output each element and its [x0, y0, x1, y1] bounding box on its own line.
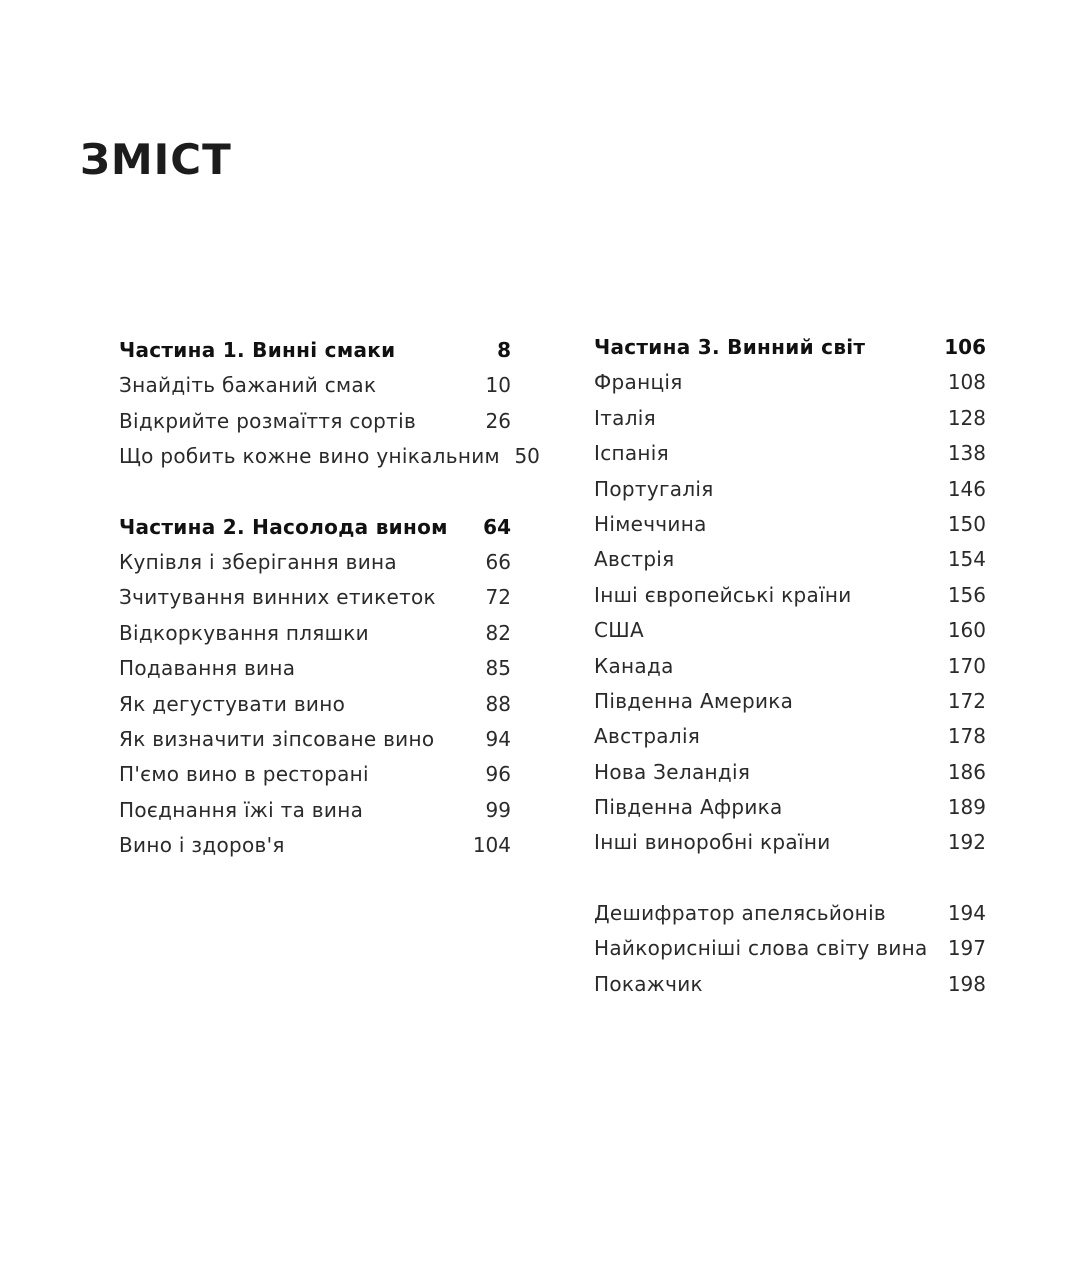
toc-page-number: 26: [485, 408, 511, 433]
toc-page-number: 64: [483, 514, 511, 539]
toc-entry[interactable]: [119, 757, 511, 792]
toc-entry[interactable]: [119, 687, 511, 722]
toc-page-number: 128: [947, 405, 986, 430]
toc-entry[interactable]: [119, 722, 511, 757]
toc-entry[interactable]: [594, 755, 986, 790]
toc-section: [119, 510, 511, 864]
toc-part-title: Частина 3. Винний світ: [594, 335, 866, 359]
toc-part-heading[interactable]: [119, 333, 511, 368]
toc-entry[interactable]: [594, 684, 986, 719]
toc-entry[interactable]: [594, 649, 986, 684]
toc-section: [594, 330, 986, 861]
toc-page-number: 150: [947, 511, 986, 536]
toc-entry[interactable]: [594, 542, 986, 577]
toc-entry-title: Німеччина: [594, 511, 707, 536]
toc-entry-title: Як дегустувати вино: [119, 691, 346, 716]
toc-column-right: [594, 330, 986, 1002]
toc-entry[interactable]: [594, 472, 986, 507]
toc-page-number: 108: [947, 370, 986, 395]
toc-entry[interactable]: [594, 967, 986, 1002]
toc-entry[interactable]: [119, 616, 511, 651]
toc-part-title: Частина 1. Винні смаки: [119, 338, 396, 362]
toc-entry-title: Португалія: [594, 476, 714, 501]
toc-entry-title: Найкорисніші слова світу вина: [594, 936, 928, 961]
toc-entry-title: Південна Америка: [594, 688, 794, 713]
toc-entry[interactable]: [119, 828, 511, 863]
toc-entry[interactable]: [594, 507, 986, 542]
toc-page-number: 194: [947, 900, 986, 925]
toc-entry[interactable]: [594, 931, 986, 966]
toc-entry[interactable]: [594, 790, 986, 825]
toc-page-number: 99: [485, 797, 511, 822]
toc-entry-title: Поєднання їжі та вина: [119, 797, 364, 822]
toc-section: [594, 896, 986, 1002]
toc-entry-title: Купівля і зберігання вина: [119, 549, 397, 574]
toc-entry-title: Канада: [594, 653, 674, 678]
toc-entry[interactable]: [594, 719, 986, 754]
toc-entry-title: Франція: [594, 370, 683, 395]
toc-page-number: 170: [947, 653, 986, 678]
toc-page-number: 172: [947, 688, 986, 713]
toc-entry-title: Зчитування винних етикеток: [119, 585, 436, 610]
toc-entry-title: Нова Зеландія: [594, 759, 751, 784]
toc-entry-title: Знайдіть бажаний смак: [119, 373, 377, 398]
toc-entry-title: Відкрийте розмаїття сортів: [119, 408, 417, 433]
toc-entry-title: Австралія: [594, 724, 701, 749]
toc-entry[interactable]: [594, 613, 986, 648]
toc-entry-title: Південна Африка: [594, 795, 783, 820]
toc-part-heading[interactable]: [594, 330, 986, 365]
toc-entry-title: П'ємо вино в ресторані: [119, 762, 369, 787]
toc-entry-title: Іспанія: [594, 441, 669, 466]
toc-page-number: 106: [944, 335, 986, 359]
toc-section: [119, 333, 540, 475]
toc-entry-title: Інші європейські країни: [594, 582, 852, 607]
toc-page-number: 50: [514, 444, 540, 469]
toc-page-number: 88: [485, 691, 511, 716]
toc-page-number: 156: [947, 582, 986, 607]
toc-page-number: 192: [947, 830, 986, 855]
toc-page-number: 189: [947, 795, 986, 820]
toc-entry[interactable]: [594, 365, 986, 400]
toc-page-number: 94: [485, 726, 511, 751]
toc-page-number: 96: [485, 762, 511, 787]
toc-page-number: 104: [472, 833, 511, 858]
toc-page-number: 10: [485, 373, 511, 398]
toc-page-number: 146: [947, 476, 986, 501]
toc-page-number: 154: [947, 547, 986, 572]
toc-entry[interactable]: [594, 578, 986, 613]
toc-entry-title: США: [594, 618, 644, 643]
toc-entry[interactable]: [119, 545, 511, 580]
toc-entry-title: Подавання вина: [119, 656, 296, 681]
toc-part-heading[interactable]: [119, 510, 511, 545]
toc-entry-title: Дешифратор апелясьйонів: [594, 900, 887, 925]
toc-entry-title: Інші виноробні країни: [594, 830, 831, 855]
toc-entry[interactable]: [594, 401, 986, 436]
page-title: ЗМІСТ: [80, 135, 232, 184]
toc-page-number: 186: [947, 759, 986, 784]
toc-page-number: 197: [947, 936, 986, 961]
toc-entry[interactable]: [119, 651, 511, 686]
toc-part-title: Частина 2. Насолода вином: [119, 514, 448, 539]
toc-page-number: 198: [947, 971, 986, 996]
toc-entry-title: Італія: [594, 405, 656, 430]
toc-entry[interactable]: [594, 825, 986, 860]
toc-page-number: 85: [485, 656, 511, 681]
toc-entry-title: Як визначити зіпсоване вино: [119, 726, 435, 751]
toc-entry[interactable]: [119, 404, 511, 439]
toc-entry[interactable]: [119, 439, 540, 474]
toc-page-number: 66: [485, 549, 511, 574]
toc-page-number: 138: [947, 441, 986, 466]
toc-entry-title: Відкоркування пляшки: [119, 620, 369, 645]
toc-entry[interactable]: [119, 580, 511, 615]
toc-entry[interactable]: [594, 896, 986, 931]
toc-entry-title: Вино і здоров'я: [119, 833, 285, 858]
toc-entry-title: Що робить кожне вино унікальним: [119, 444, 500, 469]
toc-entry-title: Австрія: [594, 547, 675, 572]
toc-page-number: 72: [485, 585, 511, 610]
toc-entry[interactable]: [594, 436, 986, 471]
toc-entry[interactable]: [119, 793, 511, 828]
toc-column-left: [119, 333, 540, 863]
toc-page-number: 160: [947, 618, 986, 643]
toc-page-number: 8: [497, 338, 511, 362]
toc-page-number: 178: [947, 724, 986, 749]
toc-entry-title: Покажчик: [594, 971, 703, 996]
toc-entry[interactable]: [119, 368, 511, 403]
toc-page-number: 82: [485, 620, 511, 645]
